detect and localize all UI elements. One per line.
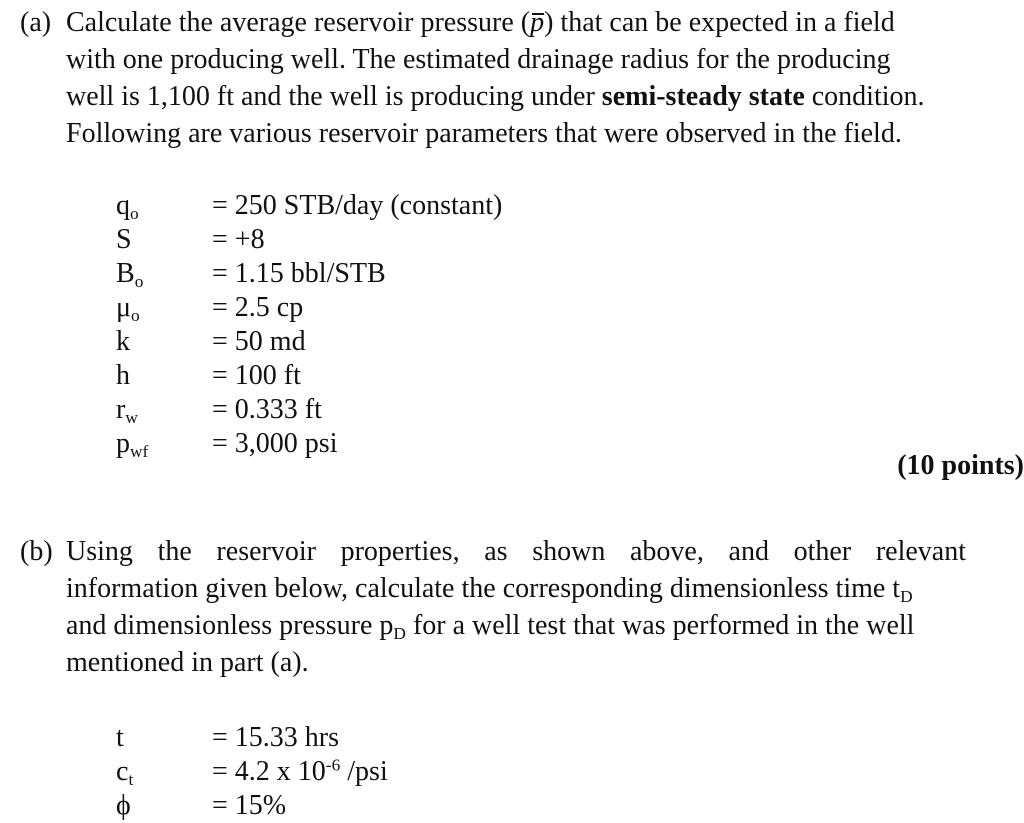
question-part-b: [20, 533, 966, 823]
semi-steady-state-emphasis: semi-steady state: [601, 81, 805, 112]
parameter-symbol: t: [116, 722, 124, 753]
part-b-heading: [20, 533, 966, 681]
parameter-row: [116, 721, 966, 755]
part-a-label: (a): [20, 7, 52, 38]
parameter-value: = 250 STB/day (constant): [212, 190, 503, 221]
part-b-line-3-pre: and dimensionless pressure p: [66, 610, 394, 641]
part-b-line-1: Using the reservoir properties, as shown above, and other relevant: [66, 536, 966, 567]
part-b-line-3: [66, 607, 966, 644]
parameter-symbol: h: [116, 360, 130, 391]
parameter-symbol: $\mu_o$: [116, 292, 140, 325]
parameter-symbol: $q_o$: [116, 190, 139, 223]
points-label: (10 points): [897, 450, 1024, 481]
parameter-row: [116, 257, 966, 291]
parameter-value: = 1.15 bbl/STB: [212, 258, 386, 289]
parameter-row: [116, 189, 966, 223]
parameter-row: [116, 755, 966, 789]
part-a-prompt: [66, 4, 966, 152]
parameter-row: [116, 789, 966, 823]
parameter-symbol: S: [116, 224, 132, 255]
parameter-row: [116, 223, 966, 257]
part-b-prompt: [66, 533, 966, 681]
part-a-line-1-pre: Calculate the average reservoir pressure (: [66, 7, 531, 38]
parameter-value: = 15%: [212, 790, 287, 821]
part-a-line-3-post: condition.: [804, 81, 925, 112]
part-a-heading: [20, 4, 966, 152]
parameter-symbol: k: [116, 326, 130, 357]
parameter-value: = 50 md: [212, 326, 306, 357]
part-a-line-1-post: ) that can be expected in a field: [544, 7, 895, 38]
part-b-line-2-pre: information given below, calculate the corresponding dimensionless time t: [66, 573, 901, 604]
parameter-value: = 15.33 hrs: [212, 722, 340, 753]
part-b-line-4: mentioned in part (a).: [66, 647, 309, 678]
part-a-line-2: with one producing well. The estimated drainage radius for the producing: [66, 44, 891, 75]
parameter-symbol: ϕ: [116, 790, 131, 821]
parameter-value: = 4.2 x $10^{-6}$ /psi: [212, 755, 388, 787]
parameter-value: = +8: [212, 224, 265, 255]
parameter-row: [116, 359, 966, 393]
parameter-symbol: $B_o$: [116, 258, 144, 291]
average-pressure-symbol: p: [530, 4, 544, 41]
part-b-line-2: [66, 570, 966, 607]
part-a-parameter-list: [116, 189, 966, 461]
parameter-symbol: $r_w$: [116, 394, 138, 427]
parameter-row: [116, 325, 966, 359]
parameter-symbol: $p_{wf}$: [116, 428, 149, 461]
part-b-parameter-list: [116, 721, 966, 823]
question-part-a: [20, 4, 966, 461]
parameter-value: = 0.333 ft: [212, 394, 322, 425]
part-b-label: (b): [20, 536, 53, 567]
parameter-value: = 2.5 cp: [212, 292, 304, 323]
parameter-value: = 3,000 psi: [212, 428, 338, 459]
parameter-value: = 100 ft: [212, 360, 301, 391]
parameter-row: [116, 291, 966, 325]
part-b-line-3-post: for a well test that was performed in the well: [405, 610, 915, 641]
part-a-line-3-pre: well is 1,100 ft and the well is producing under: [66, 81, 602, 112]
part-a-line-4: Following are various reservoir parameters that were observed in the field.: [66, 118, 902, 149]
parameter-row: [116, 427, 966, 461]
parameter-symbol: $c_t$: [116, 756, 134, 789]
part-a-line-3: [66, 78, 966, 115]
dimensionless-time-subscript: D: [900, 586, 913, 606]
part-a-line-1: [66, 4, 966, 41]
parameter-row: [116, 393, 966, 427]
dimensionless-pressure-subscript: D: [393, 623, 406, 643]
